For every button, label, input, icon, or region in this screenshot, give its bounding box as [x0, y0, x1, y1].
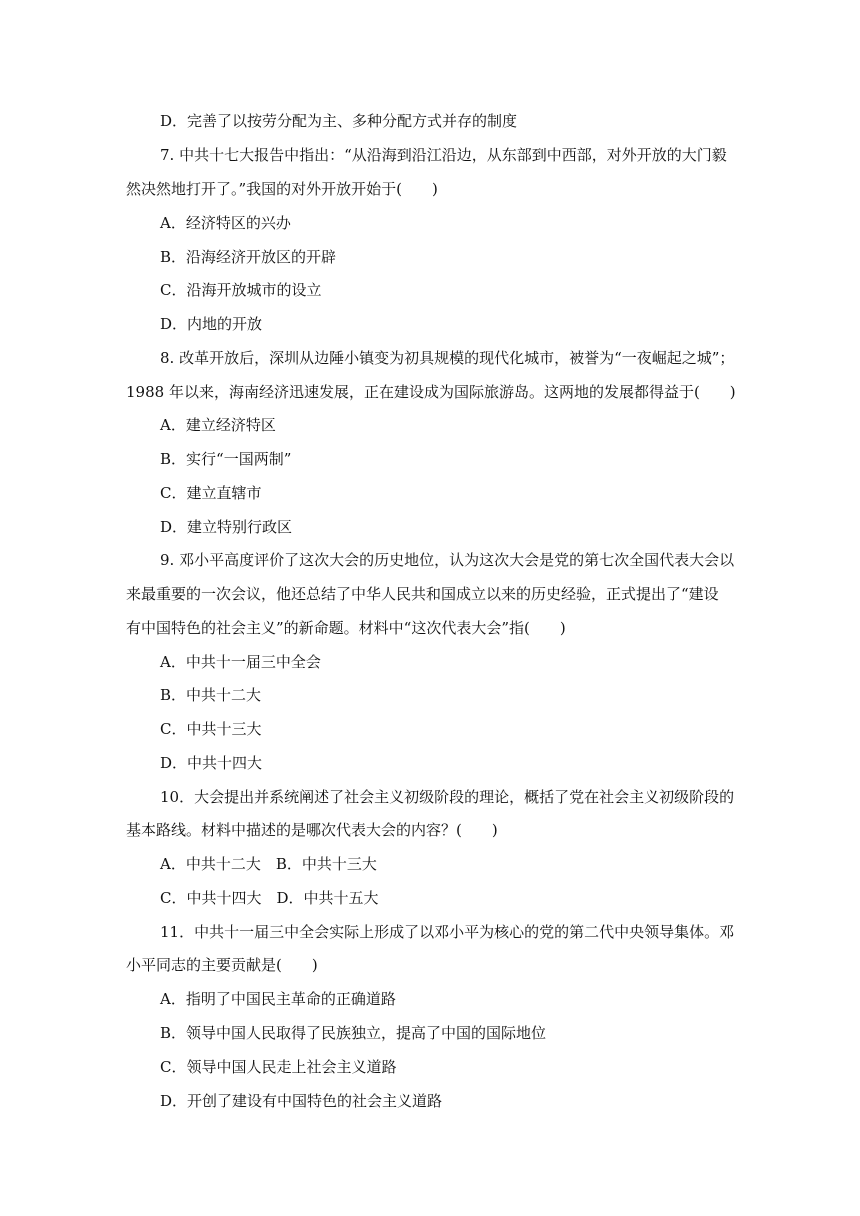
- option-8b: B．实行“一国两制”: [160, 450, 292, 468]
- options-10ab: A．中共十二大 B．中共十三大: [160, 855, 377, 873]
- option-8d: D．建立特别行政区: [160, 518, 293, 536]
- question-9-line-1: 9. 邓小平高度评价了这次大会的历史地位，认为这次大会是党的第七次全国代表大会以: [160, 551, 735, 569]
- option-9d: D．中共十四大: [160, 754, 263, 772]
- option-11a: A．指明了中国民主革命的正确道路: [160, 990, 396, 1008]
- option-7b: B．沿海经济开放区的开辟: [160, 248, 337, 266]
- options-10cd: C．中共十四大 D．中共十五大: [160, 889, 379, 907]
- option-9a: A．中共十一届三中全会: [160, 653, 321, 671]
- question-10-line-2: 基本路线。材料中描述的是哪次代表大会的内容？( ): [126, 821, 498, 839]
- question-10-line-1: 10．大会提出并系统阐述了社会主义初级阶段的理论，概括了党在社会主义初级阶段的: [160, 788, 735, 806]
- option-11d: D．开创了建设有中国特色的社会主义道路: [160, 1092, 443, 1110]
- question-8-line-2: 1988 年以来，海南经济迅速发展，正在建设成为国际旅游岛。这两地的发展都得益于( ): [126, 383, 736, 401]
- option-11c: C．领导中国人民走上社会主义道路: [160, 1058, 397, 1076]
- option-9b: B．中共十二大: [160, 686, 262, 704]
- option-7a: A．经济特区的兴办: [160, 214, 291, 232]
- option-6d: D．完善了以按劳分配为主、多种分配方式并存的制度: [160, 112, 518, 130]
- question-8-line-1: 8. 改革开放后，深圳从边陲小镇变为初具规模的现代化城市，被誉为“一夜崛起之城”；: [160, 349, 735, 367]
- option-7d: D．内地的开放: [160, 315, 263, 333]
- option-11b: B．领导中国人民取得了民族独立，提高了中国的国际地位: [160, 1024, 547, 1042]
- question-7-line-1: 7. 中共十七大报告中指出：“从沿海到沿江沿边，从东部到中西部，对外开放的大门毅: [160, 146, 727, 164]
- option-7c: C．沿海开放城市的设立: [160, 281, 322, 299]
- option-8c: C．建立直辖市: [160, 484, 262, 502]
- question-7-line-2: 然决然地打开了。”我国的对外开放开始于( ): [126, 180, 438, 198]
- question-9-line-2: 来最重要的一次会议，他还总结了中华人民共和国成立以来的历史经验，正式提出了“建设: [126, 585, 719, 603]
- option-9c: C．中共十三大: [160, 720, 262, 738]
- option-8a: A．建立经济特区: [160, 416, 276, 434]
- question-9-line-3: 有中国特色的社会主义”的新命题。材料中“这次代表大会”指( ): [126, 619, 566, 637]
- question-11-line-1: 11．中共十一届三中全会实际上形成了以邓小平为核心的党的第二代中央领导集体。邓: [160, 923, 735, 941]
- question-11-line-2: 小平同志的主要贡献是( ): [126, 956, 318, 974]
